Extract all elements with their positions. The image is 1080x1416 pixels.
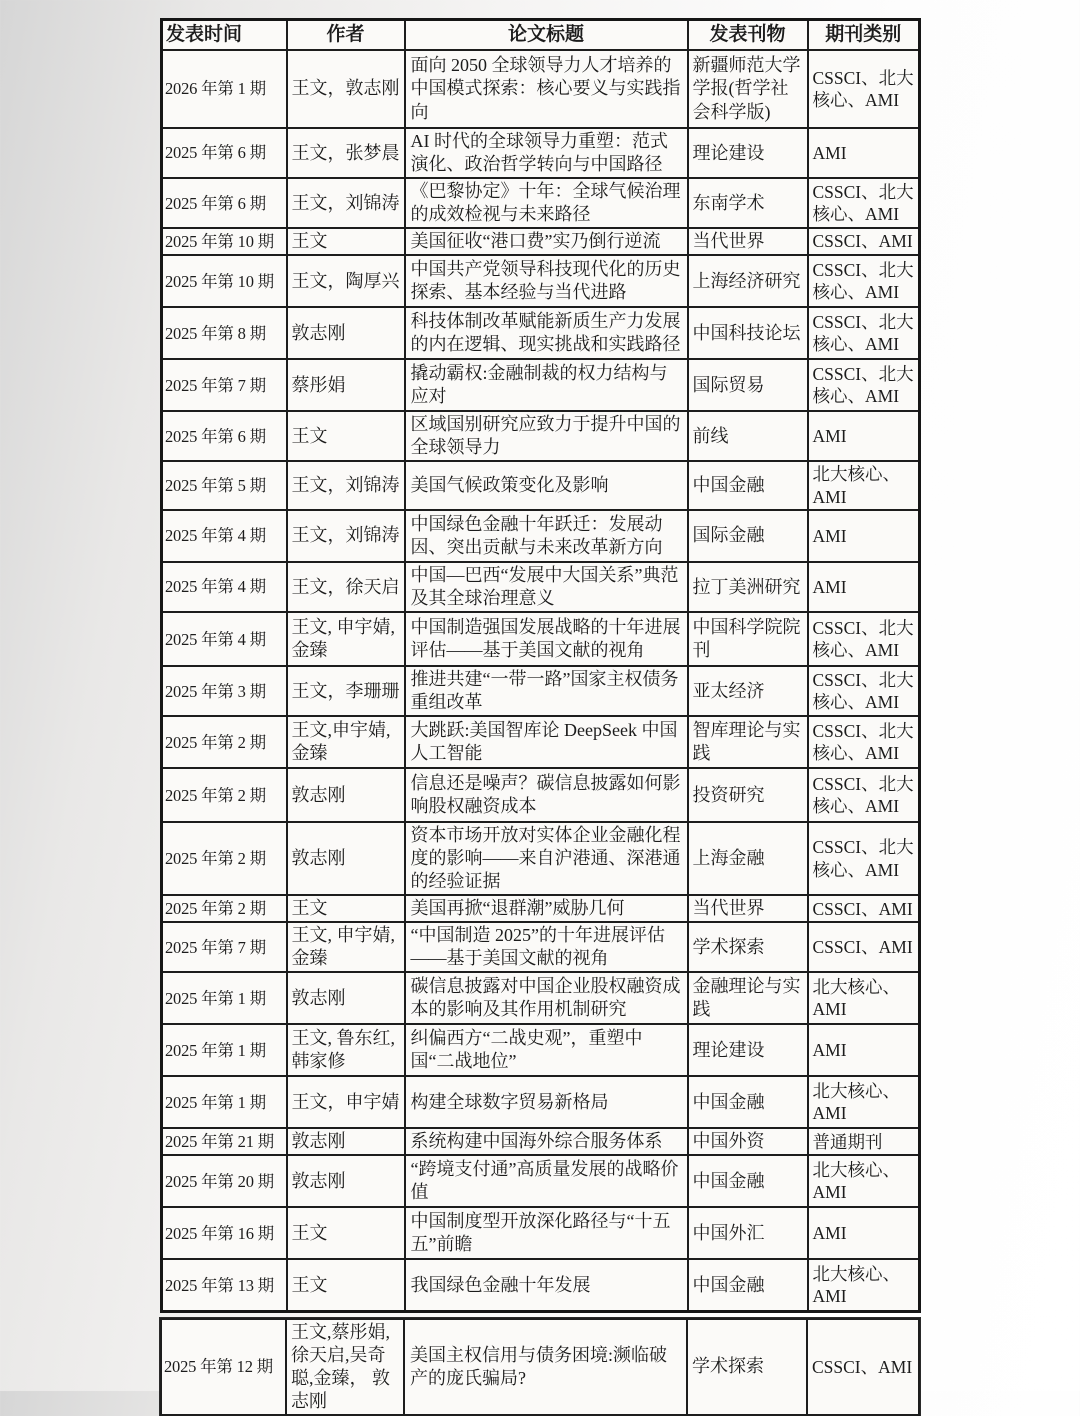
cell-paper-title: “跨境支付通”高质量发展的战略价值 — [405, 1155, 688, 1207]
cell-category: 北大核心、AMI — [808, 972, 920, 1024]
cell-authors: 王文，刘锦涛 — [287, 510, 405, 562]
cell-paper-title: 中国绿色金融十年跃迁：发展动因、突出贡献与未来改革新方向 — [405, 510, 688, 562]
table-row — [162, 178, 920, 228]
cell-publish-date: 2025 年第 3 期 — [162, 666, 287, 716]
cell-paper-title: 我国绿色金融十年发展 — [405, 1259, 688, 1311]
table-row — [162, 768, 920, 822]
cell-category: CSSCI、北大核心、AMI — [808, 716, 920, 768]
cell-paper-title: 资本市场开放对实体企业金融化程度的影响——来自沪港通、深港通的经验证据 — [405, 822, 688, 895]
header-journal: 发表刊物 — [688, 20, 808, 51]
cell-publish-date: 2025 年第 16 期 — [162, 1207, 287, 1259]
cell-category: AMI — [808, 1207, 920, 1259]
table-row — [162, 1259, 920, 1311]
cell-authors: 敦志刚 — [287, 307, 405, 359]
cell-publish-date: 2025 年第 7 期 — [162, 922, 287, 972]
cell-authors: 王文 — [287, 895, 405, 922]
cell-category: 北大核心、AMI — [808, 1155, 920, 1207]
table-row — [162, 510, 920, 562]
cell-category: CSSCI、北大核心、AMI — [808, 612, 920, 666]
cell-publish-date: 2025 年第 1 期 — [162, 1076, 287, 1128]
cell-paper-title: AI 时代的全球领导力重塑：范式演化、政治哲学转向与中国路径 — [405, 128, 688, 178]
table-row — [162, 255, 920, 307]
cell-category: AMI — [808, 1024, 920, 1076]
cell-publish-date: 2025 年第 6 期 — [162, 411, 287, 461]
cell-authors: 敦志刚 — [287, 972, 405, 1024]
cell-category: 北大核心、AMI — [808, 461, 920, 510]
cell-authors: 王文，张梦晨 — [287, 128, 405, 178]
cell-paper-title: 推进共建“一带一路”国家主权债务重组改革 — [405, 666, 688, 716]
cell-publish-date: 2025 年第 1 期 — [162, 1024, 287, 1076]
table-row — [162, 411, 920, 461]
papers-table-body — [162, 50, 920, 1311]
cell-journal: 学术探索 — [688, 922, 808, 972]
cell-journal: 国际金融 — [688, 510, 808, 562]
table-row — [162, 822, 920, 895]
cell-journal: 亚太经济 — [688, 666, 808, 716]
cell-authors: 王文，敦志刚 — [287, 50, 405, 128]
table-row — [162, 50, 920, 128]
cell-publish-date: 2025 年第 7 期 — [162, 359, 287, 411]
header-authors: 作者 — [287, 20, 405, 51]
table-row — [162, 359, 920, 411]
table-row — [161, 1319, 919, 1415]
papers-table-detached-body — [161, 1319, 919, 1415]
table-header — [162, 20, 920, 51]
cell-category: AMI — [808, 128, 920, 178]
cell-category: CSSCI、AMI — [808, 228, 920, 255]
cell-category: AMI — [808, 510, 920, 562]
cell-publish-date: 2025 年第 4 期 — [162, 612, 287, 666]
cell-publish-date: 2025 年第 6 期 — [162, 128, 287, 178]
cell-authors: 敦志刚 — [287, 822, 405, 895]
cell-authors: 敦志刚 — [287, 1128, 405, 1155]
cell-paper-title: 纠偏西方“二战史观”，重塑中国“二战地位” — [405, 1024, 688, 1076]
table-row — [162, 895, 920, 922]
cell-category: AMI — [808, 562, 920, 612]
publications-table — [160, 18, 921, 1313]
header-row — [162, 20, 920, 51]
table-row — [162, 562, 920, 612]
cell-authors: 王文,蔡彤娟,徐天启,吴奇聪,金臻， 敦志刚 — [286, 1319, 404, 1415]
cell-journal: 中国外汇 — [688, 1207, 808, 1259]
cell-publish-date: 2025 年第 12 期 — [161, 1319, 286, 1415]
table-row — [162, 307, 920, 359]
cell-journal: 中国金融 — [688, 1155, 808, 1207]
cell-publish-date: 2025 年第 2 期 — [162, 895, 287, 922]
cell-journal: 当代世界 — [688, 895, 808, 922]
cell-paper-title: 面向 2050 全球领导力人才培养的中国模式探索：核心要义与实践指向 — [405, 50, 688, 128]
table-row — [162, 1207, 920, 1259]
cell-journal: 拉丁美洲研究 — [688, 562, 808, 612]
cell-publish-date: 2025 年第 2 期 — [162, 716, 287, 768]
cell-paper-title: 撬动霸权:金融制裁的权力结构与应对 — [405, 359, 688, 411]
cell-publish-date: 2025 年第 5 期 — [162, 461, 287, 510]
cell-paper-title: 科技体制改革赋能新质生产力发展的内在逻辑、现实挑战和实践路径 — [405, 307, 688, 359]
cell-authors: 敦志刚 — [287, 768, 405, 822]
cell-journal: 国际贸易 — [688, 359, 808, 411]
header-paper-title: 论文标题 — [405, 20, 688, 51]
cell-paper-title: 美国征收“港口费”实乃倒行逆流 — [405, 228, 688, 255]
cell-journal: 当代世界 — [688, 228, 808, 255]
cell-publish-date: 2025 年第 1 期 — [162, 972, 287, 1024]
table-row — [162, 922, 920, 972]
cell-journal: 中国外资 — [688, 1128, 808, 1155]
cell-journal: 投资研究 — [688, 768, 808, 822]
cell-journal: 新疆师范大学学报(哲学社会科学版) — [688, 50, 808, 128]
cell-journal: 理论建设 — [688, 1024, 808, 1076]
cell-journal: 学术探索 — [687, 1319, 807, 1415]
table-row — [162, 972, 920, 1024]
cell-category: CSSCI、AMI — [808, 895, 920, 922]
cell-paper-title: 美国主权信用与债务困境:濒临破产的庞氏骗局? — [404, 1319, 687, 1415]
cell-authors: 王文 — [287, 1259, 405, 1311]
cell-journal: 前线 — [688, 411, 808, 461]
cell-authors: 王文 — [287, 411, 405, 461]
cell-journal: 理论建设 — [688, 128, 808, 178]
header-publish-date: 发表时间 — [162, 20, 287, 51]
cell-paper-title: 碳信息披露对中国企业股权融资成本的影响及其作用机制研究 — [405, 972, 688, 1024]
cell-authors: 王文 — [287, 1207, 405, 1259]
cell-publish-date: 2025 年第 13 期 — [162, 1259, 287, 1311]
cell-journal: 上海经济研究 — [688, 255, 808, 307]
table-row — [162, 1155, 920, 1207]
cell-publish-date: 2025 年第 6 期 — [162, 178, 287, 228]
cell-journal: 中国金融 — [688, 1076, 808, 1128]
cell-publish-date: 2025 年第 20 期 — [162, 1155, 287, 1207]
table-row — [162, 716, 920, 768]
cell-paper-title: 系统构建中国海外综合服务体系 — [405, 1128, 688, 1155]
table-row — [162, 128, 920, 178]
cell-journal: 中国金融 — [688, 1259, 808, 1311]
cell-category: CSSCI、北大核心、AMI — [808, 307, 920, 359]
cell-journal: 中国金融 — [688, 461, 808, 510]
cell-publish-date: 2025 年第 10 期 — [162, 228, 287, 255]
table-row — [162, 1076, 920, 1128]
cell-publish-date: 2025 年第 8 期 — [162, 307, 287, 359]
cell-category: AMI — [808, 411, 920, 461]
cell-paper-title: 美国气候政策变化及影响 — [405, 461, 688, 510]
cell-category: 普通期刊 — [808, 1128, 920, 1155]
publications-table-container — [160, 18, 922, 1416]
cell-paper-title: “中国制造 2025”的十年进展评估——基于美国文献的视角 — [405, 922, 688, 972]
cell-category: 北大核心、AMI — [808, 1259, 920, 1311]
cell-authors: 王文，刘锦涛 — [287, 178, 405, 228]
cell-paper-title: 大跳跃:美国智库论 DeepSeek 中国人工智能 — [405, 716, 688, 768]
cell-authors: 王文，徐天启 — [287, 562, 405, 612]
cell-journal: 上海金融 — [688, 822, 808, 895]
cell-paper-title: 中国—巴西“发展中大国关系”典范及其全球治理意义 — [405, 562, 688, 612]
cell-journal: 中国科学院院刊 — [688, 612, 808, 666]
cell-journal: 中国科技论坛 — [688, 307, 808, 359]
cell-paper-title: 中国共产党领导科技现代化的历史探索、基本经验与当代进路 — [405, 255, 688, 307]
cell-authors: 王文,申宇婧, 金臻 — [287, 716, 405, 768]
cell-authors: 王文，刘锦涛 — [287, 461, 405, 510]
cell-category: CSSCI、北大核心、AMI — [808, 768, 920, 822]
cell-category: 北大核心、AMI — [808, 1076, 920, 1128]
cell-authors: 王文，李珊珊 — [287, 666, 405, 716]
table-row — [162, 1128, 920, 1155]
cell-publish-date: 2025 年第 4 期 — [162, 510, 287, 562]
cell-category: CSSCI、北大核心、AMI — [808, 822, 920, 895]
cell-journal: 金融理论与实践 — [688, 972, 808, 1024]
cell-authors: 王文 — [287, 228, 405, 255]
cell-category: CSSCI、AMI — [808, 922, 920, 972]
cell-authors: 王文, 申宇婧, 金臻 — [287, 922, 405, 972]
cell-paper-title: 《巴黎协定》十年：全球气候治理的成效检视与未来路径 — [405, 178, 688, 228]
cell-publish-date: 2025 年第 10 期 — [162, 255, 287, 307]
table-row — [162, 228, 920, 255]
cell-paper-title: 中国制造强国发展战略的十年进展评估——基于美国文献的视角 — [405, 612, 688, 666]
cell-paper-title: 构建全球数字贸易新格局 — [405, 1076, 688, 1128]
cell-authors: 王文，申宇婧 — [287, 1076, 405, 1128]
cell-paper-title: 信息还是噪声？碳信息披露如何影响股权融资成本 — [405, 768, 688, 822]
cell-publish-date: 2025 年第 2 期 — [162, 822, 287, 895]
cell-authors: 敦志刚 — [287, 1155, 405, 1207]
cell-paper-title: 区域国别研究应致力于提升中国的全球领导力 — [405, 411, 688, 461]
cell-publish-date: 2025 年第 21 期 — [162, 1128, 287, 1155]
cell-category: CSSCI、北大核心、AMI — [808, 666, 920, 716]
cell-category: CSSCI、北大核心、AMI — [808, 178, 920, 228]
header-category: 期刊类别 — [808, 20, 920, 51]
cell-category: CSSCI、北大核心、AMI — [808, 255, 920, 307]
cell-journal: 智库理论与实践 — [688, 716, 808, 768]
cell-paper-title: 美国再掀“退群潮”威胁几何 — [405, 895, 688, 922]
cell-publish-date: 2026 年第 1 期 — [162, 50, 287, 128]
table-row — [162, 461, 920, 510]
cell-publish-date: 2025 年第 2 期 — [162, 768, 287, 822]
cell-paper-title: 中国制度型开放深化路径与“十五五”前瞻 — [405, 1207, 688, 1259]
cell-authors: 王文，陶厚兴 — [287, 255, 405, 307]
table-row — [162, 666, 920, 716]
publications-table-last-fragment — [160, 1318, 920, 1416]
cell-journal: 东南学术 — [688, 178, 808, 228]
table-row — [162, 1024, 920, 1076]
cell-authors: 王文, 鲁东红, 韩家修 — [287, 1024, 405, 1076]
cell-category: CSSCI、北大核心、AMI — [808, 359, 920, 411]
cell-authors: 蔡彤娟 — [287, 359, 405, 411]
cell-authors: 王文, 申宇婧, 金臻 — [287, 612, 405, 666]
cell-publish-date: 2025 年第 4 期 — [162, 562, 287, 612]
table-row — [162, 612, 920, 666]
cell-category: CSSCI、AMI — [807, 1319, 919, 1415]
cell-category: CSSCI、北大核心、AMI — [808, 50, 920, 128]
